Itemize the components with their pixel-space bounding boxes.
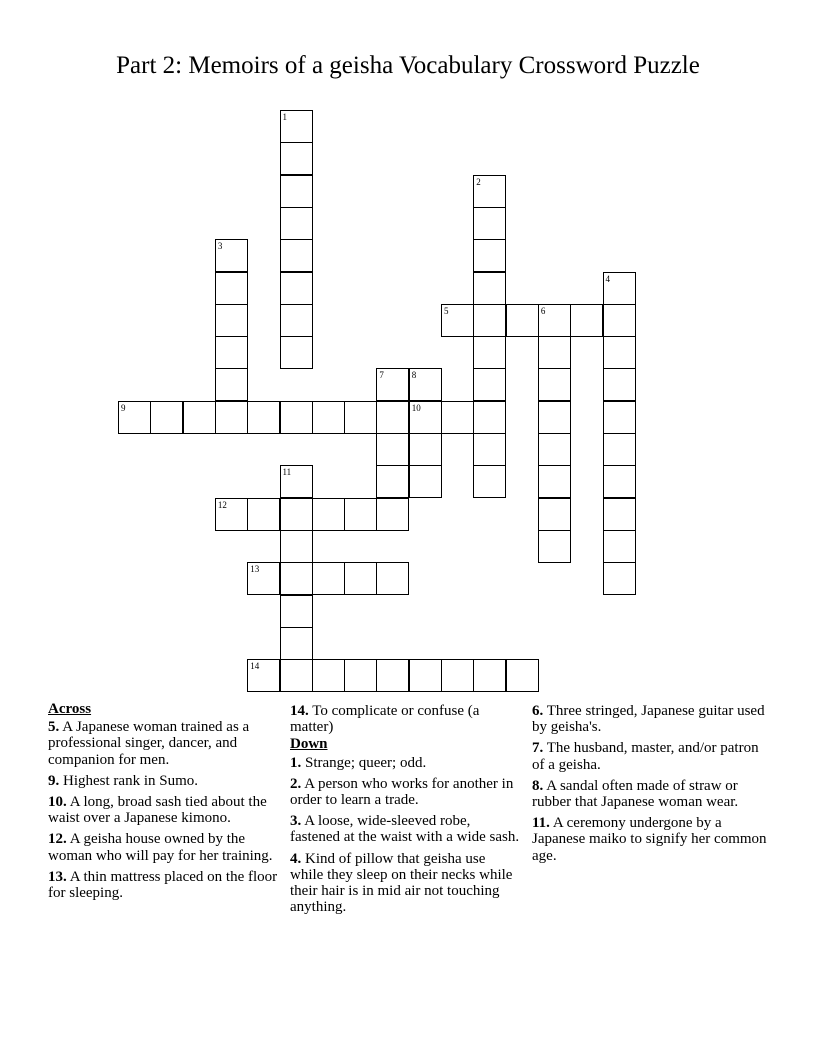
crossword-cell[interactable] <box>376 659 409 692</box>
crossword-cell[interactable] <box>603 304 636 337</box>
crossword-cell[interactable] <box>183 401 216 434</box>
crossword-cell[interactable] <box>603 368 636 401</box>
crossword-cell[interactable] <box>473 304 506 337</box>
clue-down-1: 1. Strange; queer; odd. <box>290 754 427 771</box>
crossword-cell[interactable] <box>215 239 248 272</box>
crossword-cell[interactable] <box>473 465 506 498</box>
crossword-cell[interactable] <box>473 368 506 401</box>
crossword-cell[interactable] <box>280 498 313 531</box>
crossword-cell[interactable] <box>280 595 313 628</box>
clue-down-7: 7. The husband, master, and/or patron of a geisha. <box>532 740 759 773</box>
crossword-cell[interactable] <box>441 304 474 337</box>
crossword-cell[interactable] <box>473 175 506 208</box>
crossword-cell[interactable] <box>312 498 345 531</box>
crossword-cell[interactable] <box>344 401 377 434</box>
crossword-cell[interactable] <box>215 401 248 434</box>
crossword-cell[interactable] <box>538 433 571 466</box>
crossword-cell[interactable] <box>376 368 409 401</box>
clue-column-3 <box>532 703 768 869</box>
crossword-cell[interactable] <box>603 530 636 563</box>
crossword-cell[interactable] <box>506 659 539 692</box>
crossword-cell[interactable] <box>409 465 442 498</box>
clue-number: 9 <box>121 402 126 413</box>
crossword-cell[interactable] <box>473 659 506 692</box>
crossword-cell[interactable] <box>344 498 377 531</box>
crossword-cell[interactable] <box>247 659 280 692</box>
page-title: Part 2: Memoirs of a geisha Vocabulary Crossword Puzzle <box>116 52 700 79</box>
clue-number: 5 <box>444 305 449 316</box>
crossword-cell[interactable] <box>215 368 248 401</box>
clue-column-1 <box>48 701 284 906</box>
clue-down-6: 6. Three stringed, Japanese guitar used by geisha's. <box>532 703 765 736</box>
across-heading: Across <box>48 701 92 717</box>
crossword-cell[interactable] <box>473 272 506 305</box>
crossword-cell[interactable] <box>312 659 345 692</box>
crossword-cell[interactable] <box>376 562 409 595</box>
crossword-cell[interactable] <box>247 498 280 531</box>
crossword-cell[interactable] <box>538 336 571 369</box>
crossword-cell[interactable] <box>376 498 409 531</box>
clue-column-2 <box>290 703 522 920</box>
crossword-cell[interactable] <box>280 659 313 692</box>
crossword-cell[interactable] <box>538 304 571 337</box>
crossword-cell[interactable] <box>603 465 636 498</box>
crossword-cell[interactable] <box>473 401 506 434</box>
crossword-cell[interactable] <box>215 304 248 337</box>
crossword-cell[interactable] <box>312 401 345 434</box>
crossword-cell[interactable] <box>344 659 377 692</box>
crossword-cell[interactable] <box>280 207 313 240</box>
crossword-cell[interactable] <box>506 304 539 337</box>
crossword-cell[interactable] <box>473 433 506 466</box>
clue-number: 11 <box>282 467 292 478</box>
crossword-cell[interactable] <box>603 336 636 369</box>
crossword-cell[interactable] <box>538 465 571 498</box>
clue-number: 12 <box>217 499 227 510</box>
crossword-cell[interactable] <box>409 659 442 692</box>
crossword-cell[interactable] <box>473 207 506 240</box>
crossword-cell[interactable] <box>376 433 409 466</box>
clue-across-10: 10. A long, broad sash tied about the waist over a Japanese kimono. <box>48 794 267 827</box>
crossword-cell[interactable] <box>538 530 571 563</box>
crossword-cell[interactable] <box>280 272 313 305</box>
crossword-cell[interactable] <box>603 401 636 434</box>
clue-number: 13 <box>250 564 260 575</box>
clue-down-3: 3. A loose, wide-sleeved robe, fastened at the waist with a wide sash. <box>290 813 520 846</box>
crossword-cell[interactable] <box>118 401 151 434</box>
crossword-cell[interactable] <box>473 336 506 369</box>
crossword-cell[interactable] <box>603 498 636 531</box>
crossword-cell[interactable] <box>280 239 313 272</box>
clue-number: 2 <box>476 176 481 187</box>
crossword-cell[interactable] <box>376 401 409 434</box>
crossword-cell[interactable] <box>215 336 248 369</box>
clue-number: 4 <box>605 273 610 284</box>
clue-across-14: 14. To complicate or confuse (a matter) <box>290 703 480 736</box>
clue-across-12: 12. A geisha house owned by the woman who will pay for her training. <box>48 831 273 864</box>
clue-across-13: 13. A thin mattress placed on the floor for sleeping. <box>48 868 278 902</box>
crossword-cell[interactable] <box>247 562 280 595</box>
down-heading: Down <box>290 736 328 753</box>
crossword-cell[interactable] <box>280 175 313 208</box>
crossword-cell[interactable] <box>280 304 313 337</box>
crossword-cell[interactable] <box>441 659 474 692</box>
crossword-cell[interactable] <box>409 401 442 434</box>
crossword-cell[interactable] <box>280 627 313 660</box>
clue-across-5: 5. A Japanese woman trained as a professional singer, dancer, and companion for men. <box>48 719 250 768</box>
clue-number: 3 <box>217 241 223 252</box>
crossword-cell[interactable] <box>280 465 313 498</box>
clue-number: 8 <box>411 370 417 381</box>
clue-number: 1 <box>282 112 287 122</box>
crossword-cell[interactable] <box>603 433 636 466</box>
clue-number: 6 <box>540 305 546 316</box>
crossword-cell[interactable] <box>538 401 571 434</box>
crossword-cell[interactable] <box>409 433 442 466</box>
crossword-cell[interactable] <box>280 336 313 369</box>
crossword-cell[interactable] <box>441 401 474 434</box>
clue-down-8: 8. A sandal often made of straw or rubber that Japanese woman wear. <box>532 777 739 811</box>
crossword-cell[interactable] <box>215 498 248 531</box>
crossword-cell[interactable] <box>280 562 313 595</box>
crossword-cell[interactable] <box>280 401 313 434</box>
crossword-cell[interactable] <box>312 562 345 595</box>
clue-number: 10 <box>411 402 421 413</box>
crossword-cell[interactable] <box>280 530 313 563</box>
crossword-cell[interactable] <box>538 498 571 531</box>
crossword-cell[interactable] <box>603 562 636 595</box>
crossword-cell[interactable] <box>150 401 183 434</box>
crossword-cell[interactable] <box>215 272 248 305</box>
clue-number: 7 <box>379 370 384 381</box>
crossword-cell[interactable] <box>344 562 377 595</box>
crossword-cell[interactable] <box>280 110 313 143</box>
crossword-cell[interactable] <box>247 401 280 434</box>
clue-down-2: 2. A person who works for another in order to learn a trade. <box>290 775 514 809</box>
clue-across-9: 9. Highest rank in Sumo. <box>48 772 198 789</box>
clue-down-11: 11. A ceremony undergone by a Japanese maiko to signify her common age. <box>532 815 767 864</box>
crossword-cell[interactable] <box>376 465 409 498</box>
crossword-cell[interactable] <box>538 368 571 401</box>
crossword-cell[interactable] <box>603 272 636 305</box>
clue-number: 14 <box>250 661 260 672</box>
clue-down-4: 4. Kind of pillow that geisha use while they sleep on their necks while their hair is in mid air not touching anything. <box>290 850 513 916</box>
crossword-cell[interactable] <box>280 142 313 175</box>
crossword-cell[interactable] <box>409 368 442 401</box>
crossword-cell[interactable] <box>473 239 506 272</box>
crossword-cell[interactable] <box>570 304 603 337</box>
